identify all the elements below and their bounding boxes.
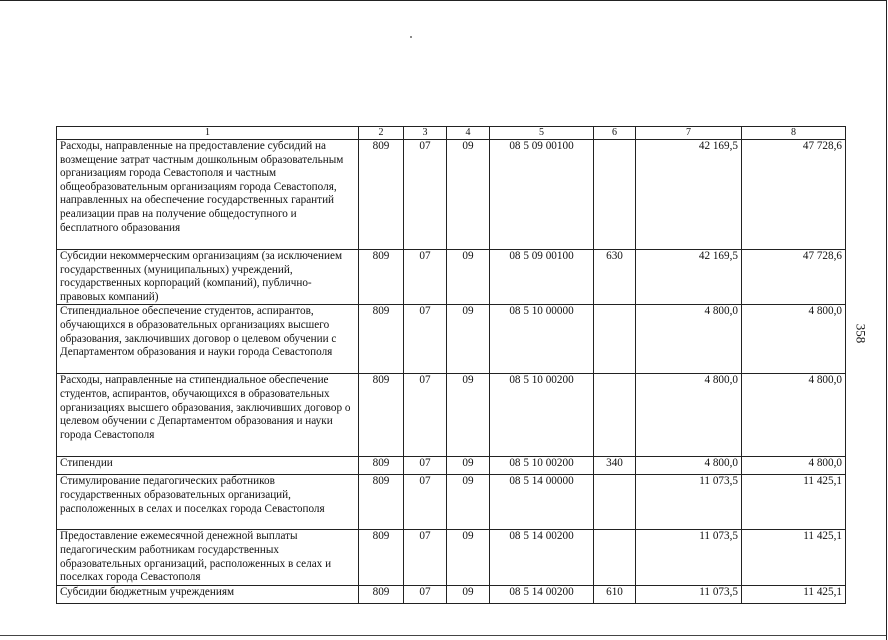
expense-type-code — [594, 475, 636, 530]
subsection-code: 09 — [447, 585, 490, 603]
item-name: Субсидии бюджетным учреждениям — [57, 585, 359, 603]
target-article-code: 08 5 10 00000 — [490, 305, 594, 374]
amount-year-1: 4 800,0 — [636, 374, 742, 457]
amount-year-2: 4 800,0 — [742, 374, 846, 457]
target-article-code: 08 5 10 00200 — [490, 457, 594, 475]
amount-year-2: 11 425,1 — [742, 585, 846, 603]
amount-year-2: 4 800,0 — [742, 305, 846, 374]
column-number-row — [57, 127, 846, 140]
ministry-code: 809 — [359, 374, 404, 457]
target-article-code: 08 5 14 00000 — [490, 475, 594, 530]
page-number: 358 — [853, 323, 869, 344]
table-row — [57, 140, 846, 250]
item-name: Стипендиальное обеспечение студентов, аспирантов, обучающихся в образовательных организациях высшего образования, заключивших договор о целевом обучении с Департаментом образования и науки города Севастополя — [57, 305, 359, 374]
column-number: 8 — [742, 127, 846, 140]
table-row — [57, 305, 846, 374]
ministry-code: 809 — [359, 140, 404, 250]
subsection-code: 09 — [447, 305, 490, 374]
expense-type-code: 630 — [594, 250, 636, 305]
column-number: 6 — [594, 127, 636, 140]
subsection-code: 09 — [447, 530, 490, 585]
expense-type-code — [594, 140, 636, 250]
item-name: Расходы, направленные на стипендиальное обеспечение студентов, аспирантов, обучающихся в образовательных организациях высшего образования, заключивших договор о целевом обучении с Департаментом образования и науки города Севастополя — [57, 374, 359, 457]
table-row — [57, 585, 846, 603]
column-number: 3 — [404, 127, 447, 140]
scan-speck — [410, 36, 412, 38]
amount-year-2: 47 728,6 — [742, 250, 846, 305]
scan-border-right — [886, 0, 887, 640]
section-code: 07 — [404, 374, 447, 457]
expense-type-code — [594, 374, 636, 457]
scan-border-top — [0, 0, 886, 1]
subsection-code: 09 — [447, 374, 490, 457]
section-code: 07 — [404, 250, 447, 305]
column-number: 2 — [359, 127, 404, 140]
amount-year-1: 4 800,0 — [636, 305, 742, 374]
target-article-code: 08 5 09 00100 — [490, 250, 594, 305]
section-code: 07 — [404, 530, 447, 585]
subsection-code: 09 — [447, 457, 490, 475]
expense-type-code: 340 — [594, 457, 636, 475]
table-row — [57, 374, 846, 457]
amount-year-2: 11 425,1 — [742, 475, 846, 530]
item-name: Предоставление ежемесячной денежной выплаты педагогическим работникам государственных образовательных организаций, расположенных в селах и поселках города Севастополя — [57, 530, 359, 585]
table-row — [57, 250, 846, 305]
target-article-code: 08 5 14 00200 — [490, 530, 594, 585]
table-row — [57, 475, 846, 530]
section-code: 07 — [404, 585, 447, 603]
subsection-code: 09 — [447, 140, 490, 250]
subsection-code: 09 — [447, 250, 490, 305]
item-name: Субсидии некоммерческим организациям (за исключением государственных (муниципальных) учреждений, государственных корпораций (компаний), публично-правовых компаний) — [57, 250, 359, 305]
ministry-code: 809 — [359, 475, 404, 530]
target-article-code: 08 5 10 00200 — [490, 374, 594, 457]
amount-year-2: 47 728,6 — [742, 140, 846, 250]
ministry-code: 809 — [359, 305, 404, 374]
table-row — [57, 530, 846, 585]
budget-table — [56, 126, 846, 604]
item-name: Стипендии — [57, 457, 359, 475]
section-code: 07 — [404, 140, 447, 250]
column-number: 5 — [490, 127, 594, 140]
column-number: 4 — [447, 127, 490, 140]
amount-year-1: 11 073,5 — [636, 475, 742, 530]
expense-type-code — [594, 530, 636, 585]
subsection-code: 09 — [447, 475, 490, 530]
amount-year-1: 11 073,5 — [636, 530, 742, 585]
item-name: Стимулирование педагогических работников государственных образовательных организаций, расположенных в селах и поселках города Севастополя — [57, 475, 359, 530]
table-body — [57, 127, 846, 604]
expense-type-code — [594, 305, 636, 374]
section-code: 07 — [404, 475, 447, 530]
amount-year-1: 11 073,5 — [636, 585, 742, 603]
ministry-code: 809 — [359, 585, 404, 603]
amount-year-2: 11 425,1 — [742, 530, 846, 585]
scan-border-bottom — [0, 635, 886, 636]
column-number: 7 — [636, 127, 742, 140]
amount-year-1: 42 169,5 — [636, 140, 742, 250]
item-name: Расходы, направленные на предоставление субсидий на возмещение затрат частным дошкольным образовательным организациям города Севастополя и частным общеобразовательным организациям города Севастополя, направленных на обеспечение государственных гарантий реализации прав на получение общедоступного и бесплатного образования — [57, 140, 359, 250]
column-number: 1 — [57, 127, 359, 140]
amount-year-1: 4 800,0 — [636, 457, 742, 475]
section-code: 07 — [404, 457, 447, 475]
section-code: 07 — [404, 305, 447, 374]
target-article-code: 08 5 14 00200 — [490, 585, 594, 603]
amount-year-1: 42 169,5 — [636, 250, 742, 305]
ministry-code: 809 — [359, 530, 404, 585]
ministry-code: 809 — [359, 457, 404, 475]
ministry-code: 809 — [359, 250, 404, 305]
amount-year-2: 4 800,0 — [742, 457, 846, 475]
expense-type-code: 610 — [594, 585, 636, 603]
target-article-code: 08 5 09 00100 — [490, 140, 594, 250]
table-row — [57, 457, 846, 475]
